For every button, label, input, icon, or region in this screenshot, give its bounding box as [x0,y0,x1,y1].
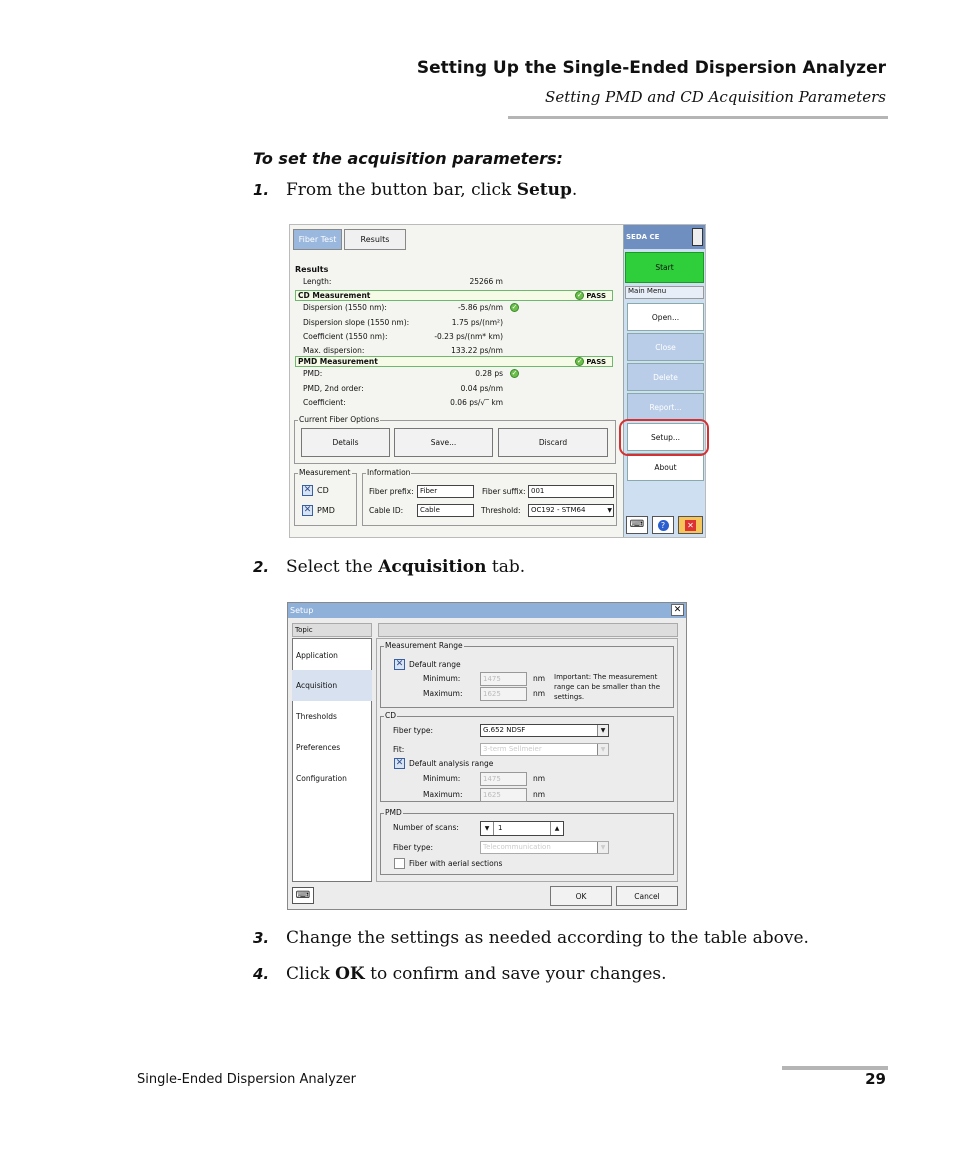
unit-label: nm [533,774,546,783]
dialog-title: Setup [288,603,686,618]
page-number: 29 [865,1070,886,1088]
cd-max-input[interactable]: 1625 [480,788,527,802]
cd-row-label: Dispersion (1550 nm): [303,303,387,312]
min-label: Minimum: [423,674,461,683]
cable-id-input[interactable]: Cable [417,504,474,517]
pmd-row-value: 0.04 ps/nm [460,384,503,393]
checkbox-unchecked-icon [394,858,405,869]
cd-fiber-type-select[interactable]: G.652 NDSF ▼ [480,724,609,737]
length-label: Length: [303,277,332,286]
cd-row-value: 1.75 ps/(nm²) [451,318,503,327]
tab-fiber-test[interactable]: Fiber Test [293,229,342,250]
cd-checkbox[interactable]: ✕ CD [303,485,329,495]
button-bar [623,225,705,537]
cd-measurement-bar: CD Measurement ✓ PASS [295,290,613,301]
pmd-checkbox[interactable]: ✕ PMD [303,505,335,515]
details-button[interactable]: Details [301,428,390,457]
dropdown-arrow-icon: ▼ [597,842,608,853]
cd-row-label: Max. dispersion: [303,346,365,355]
discard-button[interactable]: Discard [498,428,608,457]
step-1: 1. From the button bar, click Setup. [253,180,578,200]
length-value: 25266 m [469,277,503,286]
default-analysis-range-checkbox[interactable]: ✕ Default analysis range [395,758,494,768]
scans-spinner[interactable]: ▼ 1 ▲ [480,821,564,836]
current-fiber-options-group: Current Fiber Options Details Save... Discard [294,420,616,464]
cable-id-label: Cable ID: [369,506,404,515]
pmd-row-value: 0.06 ps/√‾ km [450,398,503,407]
cd-row-label: Coefficient (1550 nm): [303,332,388,341]
dropdown-arrow-icon: ▼ [597,744,608,755]
cd-pass-badge: ✓ PASS [576,291,606,300]
scans-label: Number of scans: [393,823,459,832]
close-icon[interactable]: ✕ [671,604,684,616]
pmd-row-label: Coefficient: [303,398,346,407]
dropdown-arrow-icon: ▼ [597,725,608,736]
pmd-measurement-bar: PMD Measurement ✓ PASS [295,356,613,367]
app-title-bar: SEDA CE [624,225,705,249]
report-button[interactable]: Report... [627,393,704,421]
close-button[interactable]: Close [627,333,704,361]
help-icon[interactable]: ? [652,516,674,534]
topic-thresholds[interactable]: Thresholds [296,712,337,721]
check-icon: ✓ [511,369,518,377]
default-range-checkbox[interactable]: ✕ Default range [395,659,461,669]
keyboard-icon[interactable]: ⌨ [292,887,314,904]
checkbox-checked-icon: ✕ [395,659,404,669]
cd-row-value: 133.22 ps/nm [451,346,503,355]
fiber-suffix-label: Fiber suffix: [482,487,526,496]
save-button[interactable]: Save... [394,428,493,457]
unit-label: nm [533,689,546,698]
topic-acquisition[interactable]: Acquisition [292,670,372,701]
topic-header: Topic [292,623,372,637]
setup-button[interactable]: Setup... [627,423,704,451]
footer-title: Single-Ended Dispersion Analyzer [137,1072,357,1087]
pmd-row-value: 0.28 ps [475,369,503,378]
pmd-row-label: PMD, 2nd order: [303,384,364,393]
cd-min-label: Minimum: [423,774,461,783]
pmd-row-label: PMD: [303,369,323,378]
cd-max-label: Maximum: [423,790,463,799]
ok-button[interactable]: OK [550,886,612,906]
fiber-prefix-input[interactable]: Fiber [417,485,474,498]
cd-row-value: -5.86 ps/nm [457,303,503,312]
cd-group: CD Fiber type: G.652 NDSF ▼ Fit: 3-term Sellmeier ▼ ✕ Default analysis range Minimum: 1475 nm Maximum: 1625 nm [380,716,674,802]
open-button[interactable]: Open... [627,303,704,331]
check-icon: ✓ [576,357,583,365]
tab-results[interactable]: Results [344,229,406,250]
step-3: 3. Change the settings as needed according to the table above. [253,928,809,948]
range-note: Important: The measurement range can be smaller than the settings. [554,673,661,701]
setup-dialog-screenshot [287,602,687,910]
chapter-title: Setting Up the Single-Ended Dispersion Analyzer [416,58,886,78]
pmd-group: PMD Number of scans: ▼ 1 ▲ Fiber type: Telecommunication ▼ Fiber with aerial sections [380,813,674,875]
aerial-sections-checkbox[interactable]: Fiber with aerial sections [394,858,502,869]
decrement-icon: ▼ [481,822,494,835]
checkbox-checked-icon: ✕ [303,485,312,495]
keyboard-icon[interactable]: ⌨ [626,516,648,534]
information-group: Information Fiber prefix: Fiber Fiber suffix: 001 Cable ID: Cable Threshold: OC192 - STM64 ▼ [362,473,617,526]
dropdown-arrow-icon: ▼ [607,507,612,514]
cd-min-input[interactable]: 1475 [480,772,527,786]
battery-icon [692,228,703,246]
range-max-input[interactable]: 1625 [480,687,527,701]
delete-button[interactable]: Delete [627,363,704,391]
topic-application[interactable]: Application [296,651,338,660]
cd-row-value: -0.23 ps/(nm* km) [434,332,503,341]
cd-row-label: Dispersion slope (1550 nm): [303,318,410,327]
topic-header-bar [378,623,678,637]
section-subtitle: Setting PMD and CD Acquisition Parameters [545,88,886,106]
check-icon: ✓ [576,291,583,299]
setup-highlight-circle [619,419,709,456]
unit-label: nm [533,674,546,683]
main-window-screenshot [289,224,706,538]
pmd-fiber-type-select[interactable]: Telecommunication ▼ [480,841,609,854]
exit-icon[interactable]: ✕ [678,516,703,534]
checkbox-checked-icon: ✕ [303,505,312,515]
threshold-select[interactable]: OC192 - STM64 ▼ [528,504,614,517]
increment-icon: ▲ [550,822,563,835]
step-4: 4. Click OK to confirm and save your changes. [253,964,667,984]
cancel-button[interactable]: Cancel [616,886,678,906]
fit-label: Fit: [393,745,405,754]
range-min-input[interactable]: 1475 [480,672,527,686]
step-2: 2. Select the Acquisition tab. [253,557,526,577]
main-menu-label: Main Menu [625,286,704,299]
fiber-suffix-input[interactable]: 001 [528,485,614,498]
fit-select[interactable]: 3-term Sellmeier ▼ [480,743,609,756]
measurement-group: Measurement ✕ CD ✕ PMD [294,473,357,526]
topic-preferences[interactable]: Preferences [296,743,341,752]
fiber-prefix-label: Fiber prefix: [369,487,414,496]
checkbox-checked-icon: ✕ [395,758,404,768]
procedure-title: To set the acquisition parameters: [253,149,563,168]
about-button[interactable]: About [627,453,704,481]
topic-configuration[interactable]: Configuration [296,774,347,783]
measurement-range-group: Measurement Range ✕ Default range Minimum: 1475 nm Maximum: 1625 nm Important: The measurement range can be smaller than the settings. [380,646,674,708]
threshold-label: Threshold: [481,506,521,515]
unit-label: nm [533,790,546,799]
results-title: Results [295,265,329,274]
max-label: Maximum: [423,689,463,698]
pmd-fiber-type-label: Fiber type: [393,843,433,852]
header-rule [508,116,888,119]
check-icon: ✓ [511,303,518,311]
start-button[interactable]: Start [625,252,704,283]
pmd-pass-badge: ✓ PASS [576,357,606,366]
cd-fiber-type-label: Fiber type: [393,726,433,735]
